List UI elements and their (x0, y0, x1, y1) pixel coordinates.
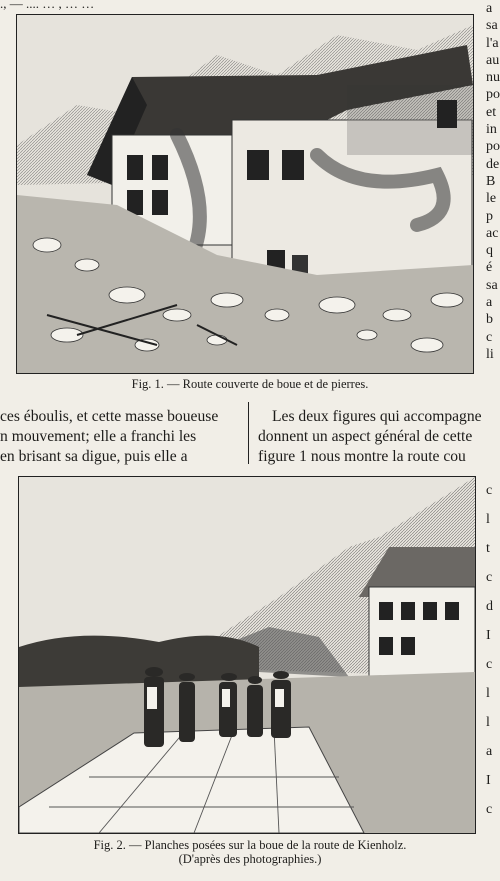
text-fragment: c (486, 802, 493, 817)
text-fragment: po (486, 87, 500, 103)
figure-1-engraving (17, 15, 473, 373)
text-fragment: in (486, 122, 497, 138)
text-fragment: ac (486, 225, 499, 241)
text-fragment: b (486, 312, 493, 328)
text-fragment: l (486, 715, 490, 730)
text-fragment: sa (486, 18, 498, 34)
body-left-line: n mouvement; elle a franchi les (0, 428, 197, 445)
text-fragment: le (486, 191, 497, 207)
text-fragment: c (486, 329, 493, 345)
text-fragment: B (486, 173, 496, 189)
text-fragment: li (486, 346, 494, 362)
figure-2-subcaption: (D'après des photographies.) (178, 852, 322, 866)
figure-1-image (16, 14, 474, 374)
text-fragment: l (486, 686, 490, 701)
text-fragment: et (486, 104, 497, 120)
text-fragment: a (486, 295, 493, 311)
text-fragment: d (486, 599, 493, 614)
right-margin-fragments (486, 0, 500, 363)
figure-1-caption: Fig. 1. — Route couverte de boue et de pierres. (131, 377, 369, 391)
right-margin-fragments-lower (486, 476, 493, 824)
body-right-line: donnent un aspect général de cette (258, 428, 473, 445)
text-fragment: c (486, 657, 493, 672)
text-fragment: c (486, 483, 493, 498)
figure-2-image (18, 476, 476, 834)
text-fragment: a (486, 1, 493, 16)
body-left-line: en brisant sa digue, puis elle a (0, 448, 188, 465)
text-fragment: de (486, 156, 500, 172)
text-fragment: t (486, 541, 490, 556)
column-divider (248, 402, 249, 464)
figure-2-engraving (19, 477, 475, 833)
figure-2-caption: Fig. 2. — Planches posées sur la boue de la route de Kienholz. (93, 838, 407, 852)
text-fragment: a (486, 744, 493, 759)
text-fragment: au (486, 52, 500, 68)
text-fragment: l (486, 512, 490, 527)
text-fragment: I (486, 773, 491, 788)
text-fragment: p (486, 208, 493, 224)
text-fragment: q (486, 243, 493, 259)
body-left-line: ces éboulis, et cette masse boueuse (0, 408, 219, 425)
body-right-line: figure 1 nous montre la route cou (258, 448, 466, 465)
body-right-line: Les deux figures qui accompagne (272, 408, 482, 425)
text-fragment: po (486, 139, 500, 155)
top-partial-line: ., — .... … , … … (0, 0, 95, 11)
text-fragment: l'a (486, 35, 499, 51)
text-fragment: c (486, 570, 493, 585)
text-fragment: é (486, 260, 493, 276)
text-fragment: I (486, 628, 491, 643)
text-fragment: nu (486, 70, 500, 86)
text-fragment: sa (486, 277, 498, 293)
